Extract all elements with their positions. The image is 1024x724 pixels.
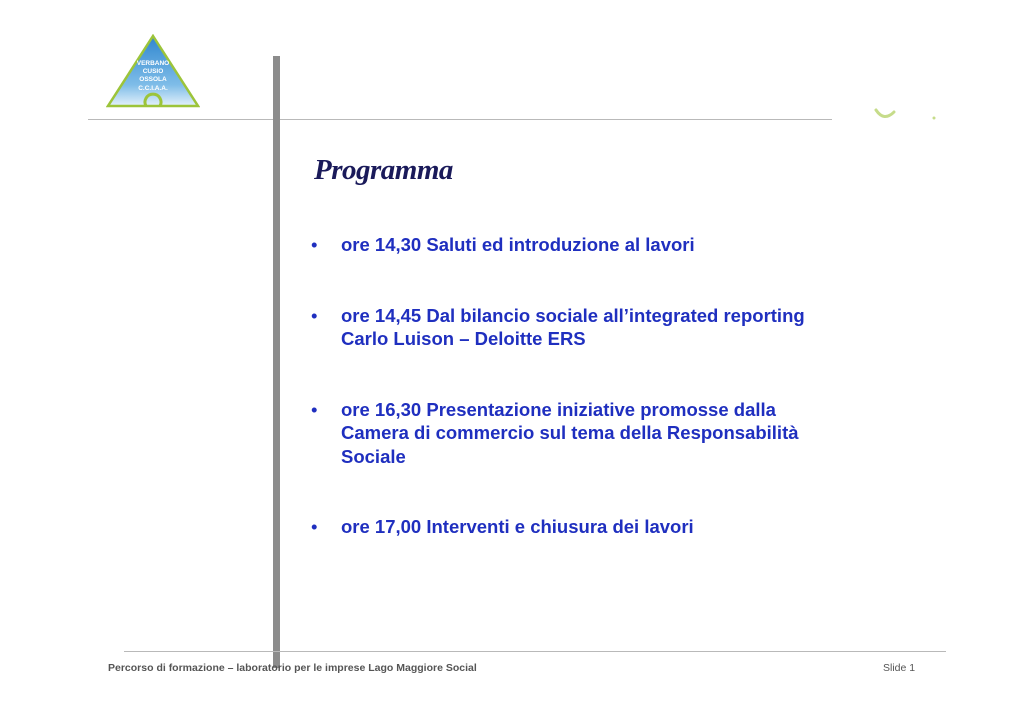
agenda-item [309, 398, 869, 469]
logo-line-3: OSSOLA [139, 76, 167, 83]
agenda-item [309, 304, 869, 351]
agenda-item-line: ore 14,45 Dal bilancio sociale all’integrated reporting [341, 304, 805, 326]
footer-divider [124, 651, 946, 652]
agenda-item-line: Camera di commercio sul tema della Responsabilità [341, 422, 799, 443]
agenda-item-line: ore 16,30 Presentazione iniziative promosse dalla [341, 398, 776, 420]
bullet-icon: • [311, 304, 318, 326]
logo-line-1: VERBANO [136, 60, 170, 67]
bullet-icon: • [311, 398, 318, 420]
agenda-item-line: Carlo Luison – Deloitte ERS [341, 328, 586, 349]
agenda-item [309, 233, 869, 257]
agenda-item-line: ore 14,30 Saluti ed introduzione al lavori [341, 234, 695, 255]
agenda-item-line: ore 17,00 Interventi e chiusura dei lavori [341, 516, 694, 537]
logo-line-2: CUSIO [142, 68, 164, 75]
logo-line-4: C.C.I.A.A. [138, 85, 168, 92]
chamber-of-commerce-logo [106, 34, 200, 116]
header-divider [88, 119, 832, 120]
triangle-logo-icon [106, 34, 200, 116]
agenda-item-line: Sociale [341, 445, 406, 467]
vertical-accent-bar [273, 56, 280, 668]
footer-caption: Percorso di formazione – laboratorio per le imprese Lago Maggiore Social [108, 662, 477, 674]
decorative-swirl-icon [872, 100, 942, 124]
bullet-icon: • [311, 516, 318, 537]
agenda-item [309, 515, 869, 539]
agenda-list [309, 233, 869, 539]
bullet-icon: • [311, 234, 318, 255]
slide-title: Programma [314, 154, 453, 186]
slide-number: Slide 1 [883, 662, 916, 674]
